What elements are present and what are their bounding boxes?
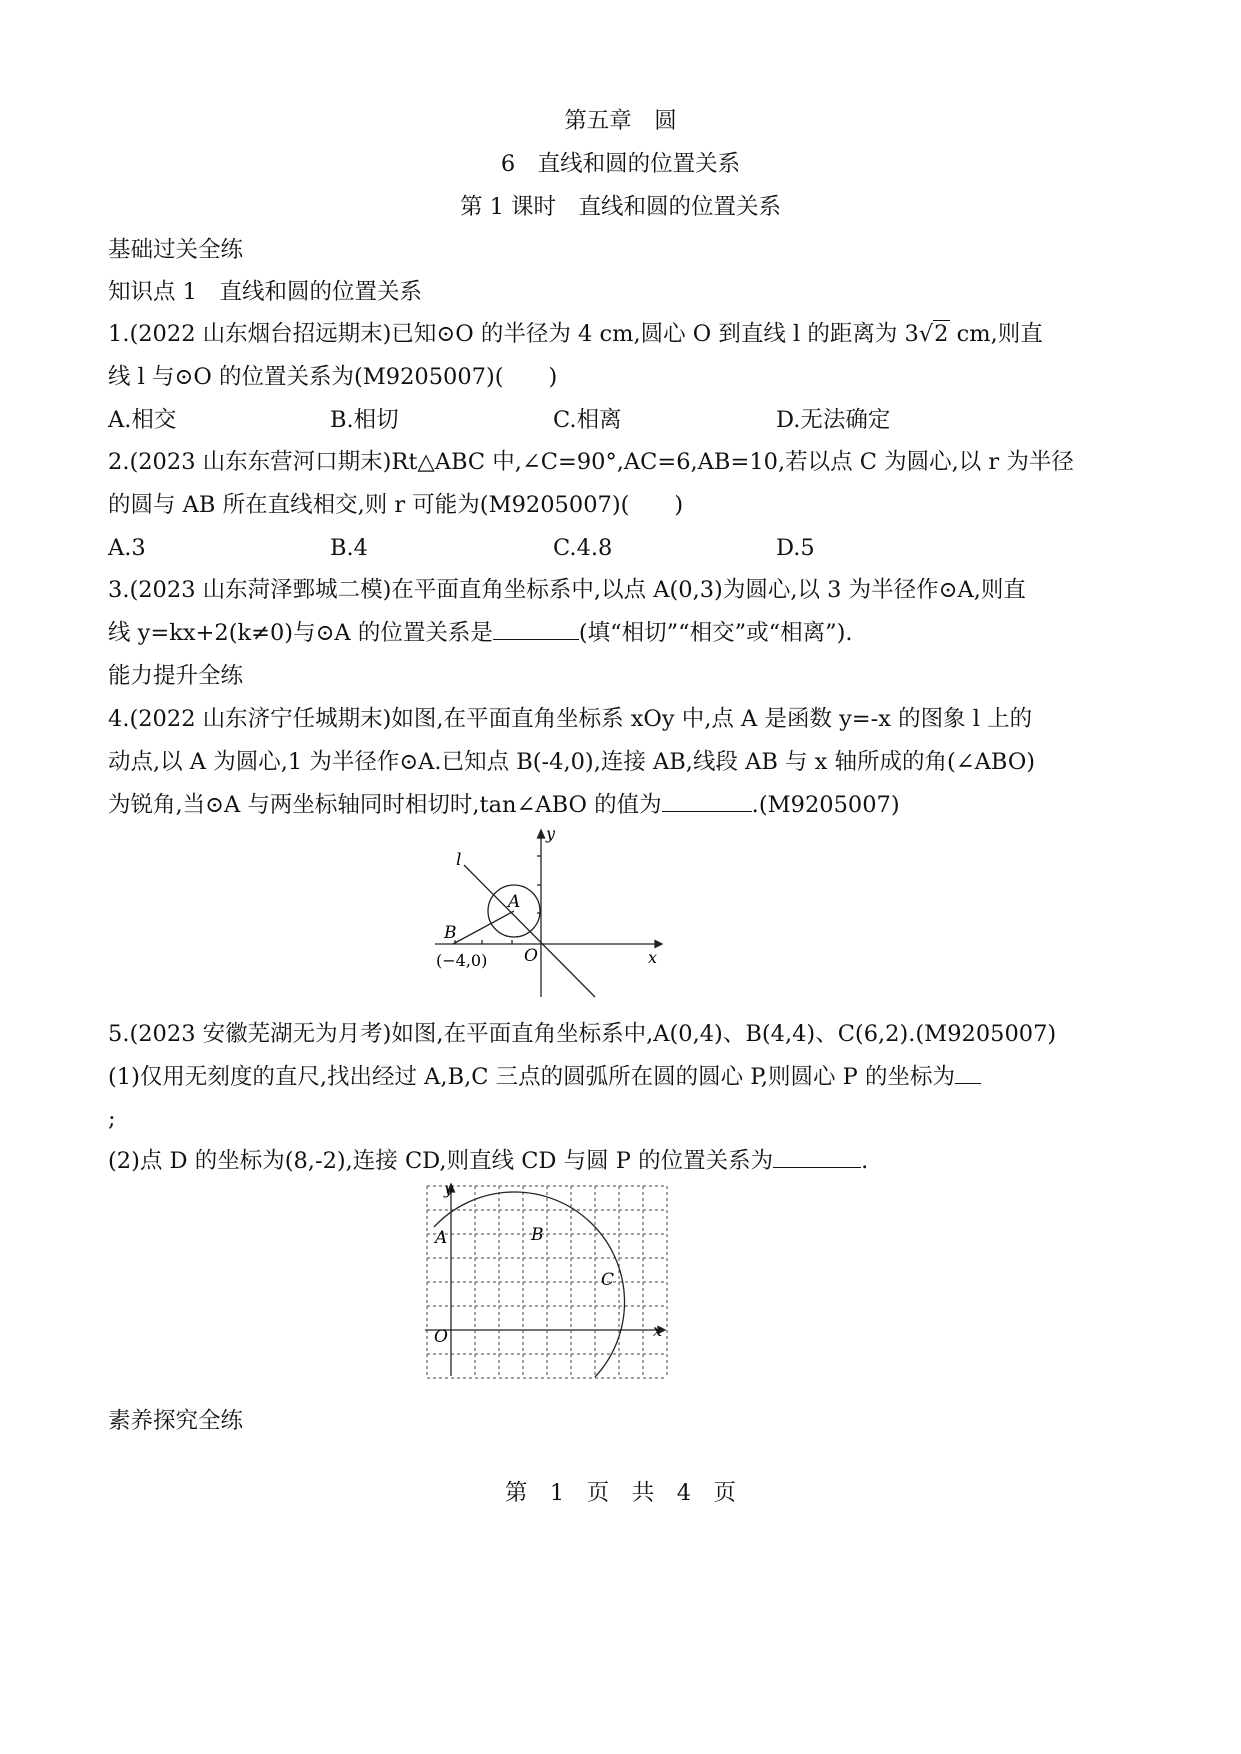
part-literacy-heading: 素养探究全练 [108,1408,244,1434]
q5-label-c: C [601,1270,615,1290]
q4-label-l: l [456,850,462,870]
q5-label-b: B [531,1225,544,1245]
q4-segment-ab [453,911,514,944]
q1-text-b: cm,则直 [949,321,1043,347]
q4-label-a: A [508,892,521,912]
q4-text-b: .(M9205007) [751,792,900,818]
q4-figure [420,825,670,1000]
q4-line1: 4.(2022 山东济宁任城期末)如图,在平面直角坐标系 xOy 中,点 A 是函数 y=-x 的图象 l 上的 [108,706,1033,732]
q1-option-b: B.相切 [330,407,399,433]
q3-line2 [108,618,853,648]
q5-label-o: O [434,1327,448,1347]
q3-line1: 3.(2023 山东菏泽鄄城二模)在平面直角坐标系中,以点 A(0,3)为圆心,以 3 为半径作⊙A,则直 [108,577,1026,603]
q5-text-3: . [861,1148,869,1174]
q4-label-x: x [648,948,658,967]
q2-line2: 的圆与 AB 所在直线相交,则 r 可能为(M9205007)( ) [108,492,684,518]
q5-label-y: y [444,1180,454,1198]
q4-line3 [108,790,900,820]
q2-option-d: D.5 [776,535,815,561]
q5-answer-blank-2 [773,1147,861,1168]
q4-label-o: O [524,946,538,966]
q2-option-b: B.4 [330,535,369,561]
q5-arc [434,1192,625,1377]
q5-answer-blank-1 [955,1063,981,1084]
q5-text-1: (1)仅用无刻度的直尺,找出经过 A,B,C 三点的圆弧所在圆的圆心 P,则圆心 P 的坐标为 [108,1064,955,1090]
q5-label-a: A [435,1228,448,1248]
chapter-title: 第五章 圆 [564,108,677,134]
q4-text-a: 为锐角,当⊙A 与两坐标轴同时相切时,tan∠ABO 的值为 [108,792,662,818]
q5-label-x: x [653,1321,663,1340]
section-title: 6 直线和圆的位置关系 [500,151,741,177]
q5-line3: ; [108,1106,116,1132]
q2-option-c: C.4.8 [553,535,613,561]
page-footer: 第 1 页 共 4 页 [504,1480,737,1506]
q1-line2: 线 l 与⊙O 的位置关系为(M9205007)( ) [108,364,558,390]
q4-label-b-coord: (−4,0) [436,951,488,970]
q5-line2 [108,1062,981,1092]
knowledge-point-heading: 知识点 1 直线和圆的位置关系 [108,279,422,305]
part-ability-heading: 能力提升全练 [108,663,244,689]
q4-label-y: y [546,825,556,843]
q4-y-arrow [538,830,545,838]
q4-line-l [464,865,595,997]
q1-text-a: 1.(2022 山东烟台招远期末)已知⊙O 的半径为 4 cm,圆心 O 到直线 l 的距离为 3 [108,321,919,347]
q1-option-a: A.相交 [108,407,177,433]
q4-answer-blank [662,791,752,812]
q4-label-b: B [444,923,457,943]
q4-x-arrow [655,941,662,948]
q1-option-d: D.无法确定 [776,407,891,433]
q1-option-c: C.相离 [553,407,622,433]
q5-line1: 5.(2023 安徽芜湖无为月考)如图,在平面直角坐标系中,A(0,4)、B(4,4)、C(6,2).(M9205007) [108,1021,1057,1047]
q5-text-2: (2)点 D 的坐标为(8,-2),连接 CD,则直线 CD 与圆 P 的位置关系为 [108,1148,774,1174]
q2-option-a: A.3 [108,535,146,561]
part-basic-heading: 基础过关全练 [108,237,244,263]
sqrt-symbol: √2 [918,321,949,347]
q3-answer-blank [493,619,579,640]
q2-line1: 2.(2023 山东东营河口期末)Rt△ABC 中,∠C=90°,AC=6,AB=10,若以点 C 为圆心,以 r 为半径 [108,449,1074,475]
q3-text-a: 线 y=kx+2(k≠0)与⊙A 的位置关系是 [108,620,493,646]
q5-line4 [108,1146,868,1176]
lesson-title: 第 1 课时 直线和圆的位置关系 [459,194,782,220]
q5-grid [427,1186,667,1378]
q1-line1 [108,319,1043,349]
q1-radicand: 2 [934,321,949,347]
q5-figure [420,1180,675,1380]
q4-line2: 动点,以 A 为圆心,1 为半径作⊙A.已知点 B(-4,0),连接 AB,线段 AB 与 x 轴所成的角(∠ABO) [108,749,1036,775]
q3-text-b: (填“相切”“相交”或“相离”). [578,620,853,646]
